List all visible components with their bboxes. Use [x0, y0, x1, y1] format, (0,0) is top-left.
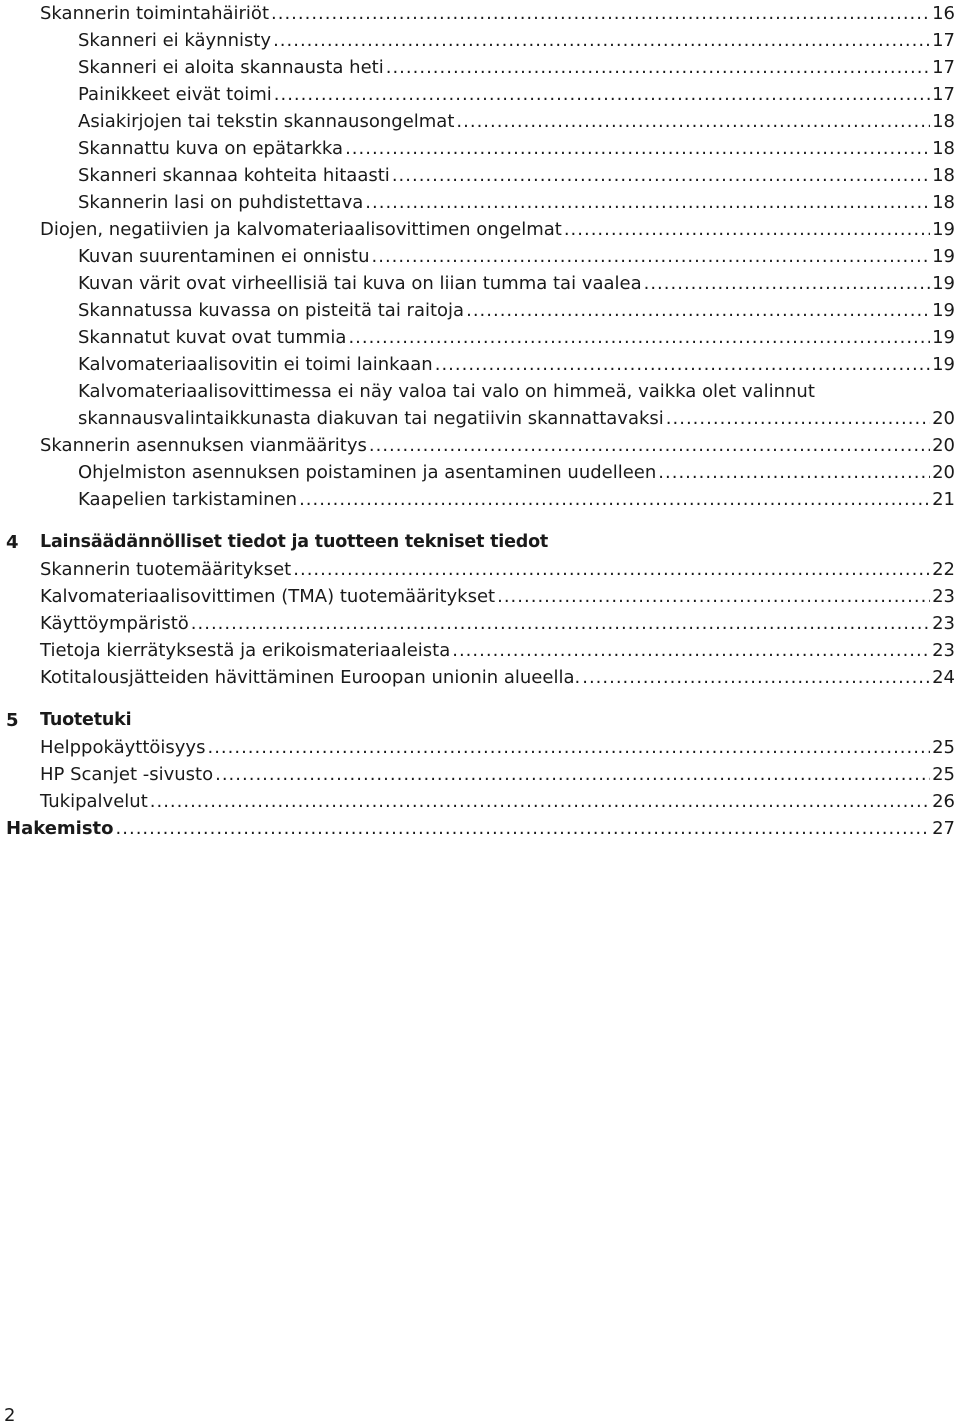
toc-row [0, 459, 960, 486]
toc-entry-title: Skannatut kuvat ovat tummia [78, 327, 347, 348]
toc-entry[interactable] [78, 135, 955, 162]
toc-entry[interactable] [40, 664, 955, 691]
toc-row [0, 189, 960, 216]
toc-row [0, 135, 960, 162]
dot-leader [372, 243, 931, 270]
toc-entry-page: 19 [932, 300, 955, 321]
toc-entry[interactable] [40, 0, 955, 27]
toc-entry-title: Kuvan värit ovat virheellisiä tai kuva on liian tumma tai vaalea [78, 273, 642, 294]
toc-entry-page: 23 [932, 613, 955, 634]
toc-entry-title: Skanneri skannaa kohteita hitaasti [78, 165, 390, 186]
toc-row [0, 556, 960, 583]
toc-entry-page: 18 [932, 192, 955, 213]
toc-row [0, 734, 960, 761]
toc-entry-title: Skannerin tuotemääritykset [40, 559, 292, 580]
toc-entry-title: Painikkeet eivät toimi [78, 84, 272, 105]
toc-entry-title: Ohjelmiston asennuksen poistaminen ja asentaminen uudelleen [78, 462, 657, 483]
toc-row [0, 0, 960, 27]
toc-entry-page: 19 [932, 327, 955, 348]
toc-entry-page: 19 [932, 246, 955, 267]
toc-entry[interactable] [78, 54, 955, 81]
dot-leader [116, 815, 931, 842]
toc-entry-page: 20 [932, 408, 955, 429]
dot-leader [150, 788, 930, 815]
toc-entry-title: Käyttöympäristö [40, 613, 189, 634]
toc-entry-title-line1: Kalvomateriaalisovittimessa ei näy valoa tai valo on himmeä, vaikka olet valinnut [78, 381, 815, 402]
dot-leader [345, 135, 930, 162]
toc-entry[interactable] [78, 108, 955, 135]
toc-entry-page: 27 [932, 818, 955, 839]
toc-row [0, 664, 960, 691]
page-number: 2 [4, 1405, 16, 1426]
toc-entry-title: Tietoja kierrätyksestä ja erikoismateriaaleista [40, 640, 451, 661]
dot-leader [365, 189, 930, 216]
chapter-title: Lainsäädännölliset tiedot ja tuotteen tekniset tiedot [40, 532, 549, 552]
toc-row [0, 297, 960, 324]
toc-row [0, 270, 960, 297]
toc-entry-page: 24 [932, 667, 955, 688]
dot-leader [299, 486, 930, 513]
toc-entry-title: Skannerin asennuksen vianmääritys [40, 435, 367, 456]
toc-entry-title: Kalvomateriaalisovittimen (TMA) tuotemääritykset [40, 586, 496, 607]
dot-leader [456, 108, 930, 135]
toc-entry-title: Diojen, negatiivien ja kalvomateriaalisovittimen ongelmat [40, 219, 562, 240]
toc-entry[interactable] [78, 81, 955, 108]
toc-row [0, 162, 960, 189]
toc-row [0, 27, 960, 54]
toc-entry-page: 22 [932, 559, 955, 580]
toc-entry[interactable] [40, 556, 955, 583]
dot-leader [666, 405, 930, 432]
toc-row [0, 81, 960, 108]
dot-leader [207, 734, 930, 761]
toc-entry-page: 25 [932, 764, 955, 785]
dot-leader [392, 162, 930, 189]
toc-entry-title: Kotitalousjätteiden hävittäminen Euroopan unionin alueella. [40, 667, 581, 688]
toc-entry[interactable] [78, 297, 955, 324]
toc-entry-title: Tukipalvelut [40, 791, 148, 812]
toc-entry-title: Hakemisto [6, 818, 114, 839]
dot-leader [644, 270, 930, 297]
toc-entry[interactable] [40, 734, 955, 761]
dot-leader [215, 761, 930, 788]
toc-entry-page: 19 [932, 354, 955, 375]
dot-leader [191, 610, 930, 637]
toc-row [0, 324, 960, 351]
toc-row [0, 486, 960, 513]
chapter-number: 5 [6, 710, 19, 731]
toc-entry[interactable] [40, 788, 955, 815]
toc-entry-page: 25 [932, 737, 955, 758]
dot-leader [271, 0, 930, 27]
toc-entry-title: Skannatussa kuvassa on pisteitä tai raitoja [78, 300, 465, 321]
dot-leader [564, 216, 930, 243]
toc-entry-title: Helppokäyttöisyys [40, 737, 206, 758]
toc-entry[interactable] [40, 583, 955, 610]
toc-entry[interactable] [40, 216, 955, 243]
toc-row [0, 761, 960, 788]
toc-entry[interactable] [78, 351, 955, 378]
dot-leader [293, 556, 930, 583]
toc-entry[interactable] [78, 270, 955, 297]
toc-entry-page: 18 [932, 165, 955, 186]
toc-entry[interactable] [40, 761, 955, 788]
toc-row [0, 108, 960, 135]
toc-entry[interactable] [78, 324, 955, 351]
toc-entry[interactable] [40, 610, 955, 637]
dot-leader [386, 54, 930, 81]
toc-entry-page: 26 [932, 791, 955, 812]
toc-entry[interactable] [78, 27, 955, 54]
toc-entry[interactable] [78, 162, 955, 189]
toc-row [0, 351, 960, 378]
toc-entry[interactable] [40, 432, 955, 459]
dot-leader [452, 637, 930, 664]
toc-entry-page: 23 [932, 640, 955, 661]
index-entry[interactable] [6, 815, 955, 842]
toc-row [0, 815, 960, 842]
toc-row [0, 54, 960, 81]
toc-row [0, 216, 960, 243]
toc-entry-title: Skannattu kuva on epätarkka [78, 138, 344, 159]
toc-row [0, 610, 960, 637]
toc-entry-page: 19 [932, 273, 955, 294]
toc-entry-title: Kaapelien tarkistaminen [78, 489, 298, 510]
toc-entry[interactable] [78, 243, 955, 270]
chapter-4-heading[interactable] [0, 529, 960, 556]
toc-row [0, 637, 960, 664]
toc-row [0, 378, 960, 405]
toc-row [0, 583, 960, 610]
toc-entry-page: 23 [932, 586, 955, 607]
toc-row [0, 405, 960, 432]
toc-entry-page: 17 [932, 84, 955, 105]
toc-entry-page: 19 [932, 219, 955, 240]
toc-entry[interactable] [78, 405, 955, 432]
toc-row [0, 243, 960, 270]
toc-entry-title: Asiakirjojen tai tekstin skannausongelmat [78, 111, 455, 132]
toc-entry-title: Skanneri ei käynnisty [78, 30, 272, 51]
toc-entry[interactable] [78, 459, 955, 486]
chapter-5-heading[interactable] [0, 707, 960, 734]
toc-entry[interactable] [78, 486, 955, 513]
toc-entry-page: 20 [932, 462, 955, 483]
toc-entry-title: Skannerin lasi on puhdistettava [78, 192, 364, 213]
toc-entry[interactable] [78, 189, 955, 216]
toc-entry-title: Skannerin toimintahäiriöt [40, 3, 269, 24]
dot-leader [348, 324, 930, 351]
toc-entry-page: 16 [932, 3, 955, 24]
dot-leader [582, 664, 930, 691]
toc-entry-title: Kalvomateriaalisovitin ei toimi lainkaan [78, 354, 433, 375]
toc-row [0, 788, 960, 815]
toc-entry-title: Skanneri ei aloita skannausta heti [78, 57, 384, 78]
toc-entry-title: Kuvan suurentaminen ei onnistu [78, 246, 370, 267]
chapter-number: 4 [6, 532, 19, 553]
toc-entry-page: 21 [932, 489, 955, 510]
dot-leader [497, 583, 930, 610]
toc-entry[interactable] [40, 637, 955, 664]
chapter-title: Tuotetuki [40, 710, 132, 730]
dot-leader [369, 432, 930, 459]
dot-leader [273, 27, 930, 54]
dot-leader [466, 297, 930, 324]
dot-leader [658, 459, 930, 486]
dot-leader [435, 351, 930, 378]
toc-entry-page: 17 [932, 57, 955, 78]
toc-row [0, 432, 960, 459]
toc-entry-title: skannausvalintaikkunasta diakuvan tai negatiivin skannattavaksi [78, 408, 664, 429]
toc-entry-page: 20 [932, 435, 955, 456]
toc-entry-title: HP Scanjet -sivusto [40, 764, 214, 785]
toc-entry-page: 18 [932, 111, 955, 132]
dot-leader [274, 81, 930, 108]
toc-entry-page: 18 [932, 138, 955, 159]
toc-entry-page: 17 [932, 30, 955, 51]
